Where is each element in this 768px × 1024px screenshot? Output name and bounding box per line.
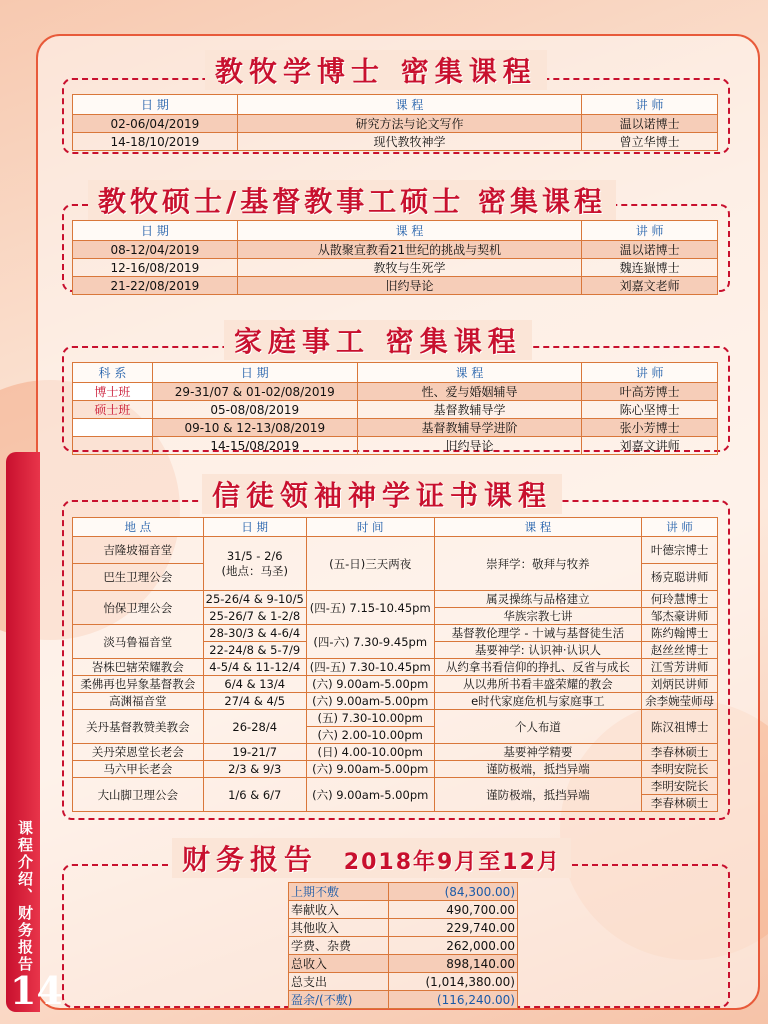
- cell-course: 旧约导论: [357, 437, 582, 455]
- cell-date: 19-21/7: [203, 744, 306, 761]
- cell-date: 25-26/4 & 9-10/5: [203, 591, 306, 608]
- cell-lecturer: 叶德宗博士: [642, 537, 718, 564]
- cell-lecturer: 刘嘉文讲师: [582, 437, 718, 455]
- cell-place: 关丹基督教赞美教会: [73, 710, 204, 744]
- header-date: 日 期: [203, 518, 306, 537]
- cell-dept: [73, 437, 153, 455]
- cell-date: 14-18/10/2019: [73, 133, 238, 151]
- table-row: [73, 277, 718, 295]
- cell-lecturer: 温以诺博士: [582, 115, 718, 133]
- finance-amount: 490,700.00: [388, 901, 518, 919]
- cell-time: (六) 9.00am-5.00pm: [306, 778, 434, 812]
- finance-row: [289, 937, 518, 955]
- cell-lecturer: 曾立华博士: [582, 133, 718, 151]
- cell-place: 大山脚卫理公会: [73, 778, 204, 812]
- section-title-mmin: 教牧硕士/基督教事工硕士 密集课程: [88, 180, 616, 220]
- cell-course: 谨防极端，抵挡异端: [434, 778, 642, 812]
- cell-place: 吉隆坡福音堂: [73, 537, 204, 564]
- cell-course: 谨防极端，抵挡异端: [434, 761, 642, 778]
- table-row: [73, 778, 718, 795]
- header-place: 地 点: [73, 518, 204, 537]
- cell-lecturer: 李春林硕士: [642, 795, 718, 812]
- table-row: [73, 419, 718, 437]
- cell-lecturer: 刘炳民讲师: [642, 676, 718, 693]
- finance-label: 总收入: [289, 955, 389, 973]
- cell-course: 华族宗教七讲: [434, 608, 642, 625]
- cell-dept: 硕士班: [73, 401, 153, 419]
- cell-lecturer: 温以诺博士: [582, 241, 718, 259]
- cell-lecturer: 叶高芳博士: [582, 383, 718, 401]
- cell-lecturer: 李明安院长: [642, 761, 718, 778]
- cell-course: 教牧与生死学: [237, 259, 581, 277]
- cell-lecturer: 刘嘉文老师: [582, 277, 718, 295]
- cell-date: 02-06/04/2019: [73, 115, 238, 133]
- header-time: 时 间: [306, 518, 434, 537]
- finance-title: [172, 838, 571, 878]
- cell-place: 峇株巴辖荣耀教会: [73, 659, 204, 676]
- finance-label: 上期不敷: [289, 883, 389, 901]
- section-title-lay-leader: 信徒领袖神学证书课程: [202, 474, 562, 514]
- header-course: 课 程: [357, 363, 582, 383]
- finance-label: 其他收入: [289, 919, 389, 937]
- cell-course: e时代家庭危机与家庭事工: [434, 693, 642, 710]
- header-lecturer: 讲 师: [642, 518, 718, 537]
- cell-time: (六) 9.00am-5.00pm: [306, 761, 434, 778]
- table-row: [73, 437, 718, 455]
- cell-place: 柔佛再也异象基督教会: [73, 676, 204, 693]
- cell-course: 性、爱与婚姻辅导: [357, 383, 582, 401]
- table-row: [73, 537, 718, 564]
- cell-date: 22-24/8 & 5-7/9: [203, 642, 306, 659]
- cell-date: 09-10 & 12-13/08/2019: [152, 419, 357, 437]
- cell-lecturer: 李春林硕士: [642, 744, 718, 761]
- side-label: 课程介绍、财务报告: [16, 820, 34, 973]
- cell-course: 从散聚宣教看21世纪的挑战与契机: [237, 241, 581, 259]
- finance-amount: 898,140.00: [388, 955, 518, 973]
- cell-place: 关丹荣恩堂长老会: [73, 744, 204, 761]
- table-row: [73, 401, 718, 419]
- cell-course: 研究方法与论文写作: [237, 115, 581, 133]
- cell-lecturer: 张小芳博士: [582, 419, 718, 437]
- finance-title-main: 财务报告: [182, 843, 319, 876]
- cell-time: (五-日)三天两夜: [306, 537, 434, 591]
- cell-date: [203, 537, 306, 591]
- cell-time: (六) 2.00-10.00pm: [306, 727, 434, 744]
- table-row: [73, 761, 718, 778]
- cell-lecturer: 杨克聪讲师: [642, 564, 718, 591]
- header-lecturer: 讲 师: [582, 95, 718, 115]
- cell-date: 25-26/7 & 1-2/8: [203, 608, 306, 625]
- cell-lecturer: 赵丝丝博士: [642, 642, 718, 659]
- finance-label: 总支出: [289, 973, 389, 991]
- cell-course: 基督教辅导学进阶: [357, 419, 582, 437]
- cell-time: (四-五) 7.30-10.45pm: [306, 659, 434, 676]
- cell-time: (五) 7.30-10.00pm: [306, 710, 434, 727]
- cell-date: 6/4 & 13/4: [203, 676, 306, 693]
- finance-amount: (84,300.00): [388, 883, 518, 901]
- header-lecturer: 讲 师: [582, 221, 718, 241]
- header-dept: 科 系: [73, 363, 153, 383]
- table-row: [73, 710, 718, 727]
- cell-date: 26-28/4: [203, 710, 306, 744]
- table-row: [73, 693, 718, 710]
- finance-table: [288, 882, 518, 1009]
- finance-row: [289, 883, 518, 901]
- table-header: [73, 95, 718, 115]
- cell-place: 马六甲长老会: [73, 761, 204, 778]
- section-title-dmin: 教牧学博士 密集课程: [205, 50, 547, 90]
- cell-time: (四-五) 7.15-10.45pm: [306, 591, 434, 625]
- cell-date: 12-16/08/2019: [73, 259, 238, 277]
- cell-lecturer: 陈心坚博士: [582, 401, 718, 419]
- header-course: 课 程: [237, 221, 581, 241]
- table-row: [73, 241, 718, 259]
- table-row: [73, 259, 718, 277]
- finance-amount: 262,000.00: [388, 937, 518, 955]
- table-row: [73, 744, 718, 761]
- header-lecturer: 讲 师: [582, 363, 718, 383]
- cell-date: 4-5/4 & 11-12/4: [203, 659, 306, 676]
- table-row: [73, 676, 718, 693]
- header-date: 日 期: [73, 221, 238, 241]
- section-title-family: 家庭事工 密集课程: [224, 320, 532, 360]
- cell-course: 基督教伦理学 - 十诫与基督徒生活: [434, 625, 642, 642]
- table-lay-leader: [72, 517, 718, 812]
- cell-place: 巴生卫理公会: [73, 564, 204, 591]
- cell-lecturer: 魏连嶽博士: [582, 259, 718, 277]
- date-range: 31/5 - 2/6: [226, 548, 283, 563]
- cell-date: 28-30/3 & 4-6/4: [203, 625, 306, 642]
- finance-row: [289, 901, 518, 919]
- header-course: 课 程: [434, 518, 642, 537]
- cell-lecturer: 邹杰豪讲师: [642, 608, 718, 625]
- cell-course: 基要神学: 认识神·认识人: [434, 642, 642, 659]
- table-family: [72, 362, 718, 455]
- finance-amount: 229,740.00: [388, 919, 518, 937]
- cell-course: 现代教牧神学: [237, 133, 581, 151]
- cell-course: 崇拜学：敬拜与牧养: [434, 537, 642, 591]
- table-row: [73, 659, 718, 676]
- cell-place: 高渊福音堂: [73, 693, 204, 710]
- cell-dept: 博士班: [73, 383, 153, 401]
- finance-label: 盈余/(不敷): [289, 991, 389, 1009]
- cell-lecturer: 江雪芳讲师: [642, 659, 718, 676]
- cell-course: 基督教辅导学: [357, 401, 582, 419]
- cell-dept: [73, 419, 153, 437]
- table-dmin: [72, 94, 718, 151]
- cell-date: 29-31/07 & 01-02/08/2019: [152, 383, 357, 401]
- cell-lecturer: 余李婉莹师母: [642, 693, 718, 710]
- cell-date: 08-12/04/2019: [73, 241, 238, 259]
- finance-row: [289, 973, 518, 991]
- cell-place: 淡马鲁福音堂: [73, 625, 204, 659]
- cell-date: 2/3 & 9/3: [203, 761, 306, 778]
- cell-course: 旧约导论: [237, 277, 581, 295]
- cell-course: 基要神学精要: [434, 744, 642, 761]
- cell-place: 怡保卫理公会: [73, 591, 204, 625]
- finance-subtitle: 2018年9月至12月: [343, 850, 561, 875]
- finance-row: [289, 955, 518, 973]
- cell-lecturer: 何玲慧博士: [642, 591, 718, 608]
- cell-time: (四-六) 7.30-9.45pm: [306, 625, 434, 659]
- table-header: [73, 363, 718, 383]
- table-row: [73, 383, 718, 401]
- table-header: [73, 518, 718, 537]
- header-course: 课 程: [237, 95, 581, 115]
- finance-amount: (116,240.00): [388, 991, 518, 1009]
- cell-course: 从约拿书看信仰的挣扎、反省与成长: [434, 659, 642, 676]
- table-mmin: [72, 220, 718, 295]
- table-header: [73, 221, 718, 241]
- cell-date: 1/6 & 6/7: [203, 778, 306, 812]
- table-row: [73, 115, 718, 133]
- finance-label: 奉献收入: [289, 901, 389, 919]
- page-number: 14: [10, 968, 63, 1013]
- table-row: [73, 625, 718, 642]
- cell-lecturer: 陈约翰博士: [642, 625, 718, 642]
- cell-lecturer: 李明安院长: [642, 778, 718, 795]
- cell-date: 27/4 & 4/5: [203, 693, 306, 710]
- cell-date: 05-08/08/2019: [152, 401, 357, 419]
- finance-amount: (1,014,380.00): [388, 973, 518, 991]
- cell-course: 个人布道: [434, 710, 642, 744]
- finance-label: 学费、杂费: [289, 937, 389, 955]
- cell-time: (六) 9.00am-5.00pm: [306, 693, 434, 710]
- cell-date: 14-15/08/2019: [152, 437, 357, 455]
- cell-course: 从以弗所书看丰盛荣耀的教会: [434, 676, 642, 693]
- table-row: [73, 591, 718, 608]
- finance-row: [289, 919, 518, 937]
- cell-course: 属灵操练与品格建立: [434, 591, 642, 608]
- finance-row: [289, 991, 518, 1009]
- table-row: [73, 133, 718, 151]
- cell-date: 21-22/08/2019: [73, 277, 238, 295]
- date-note: (地点：马圣): [221, 563, 288, 578]
- cell-time: (日) 4.00-10.00pm: [306, 744, 434, 761]
- cell-lecturer: 陈汉祖博士: [642, 710, 718, 744]
- header-date: 日 期: [152, 363, 357, 383]
- cell-time: (六) 9.00am-5.00pm: [306, 676, 434, 693]
- header-date: 日 期: [73, 95, 238, 115]
